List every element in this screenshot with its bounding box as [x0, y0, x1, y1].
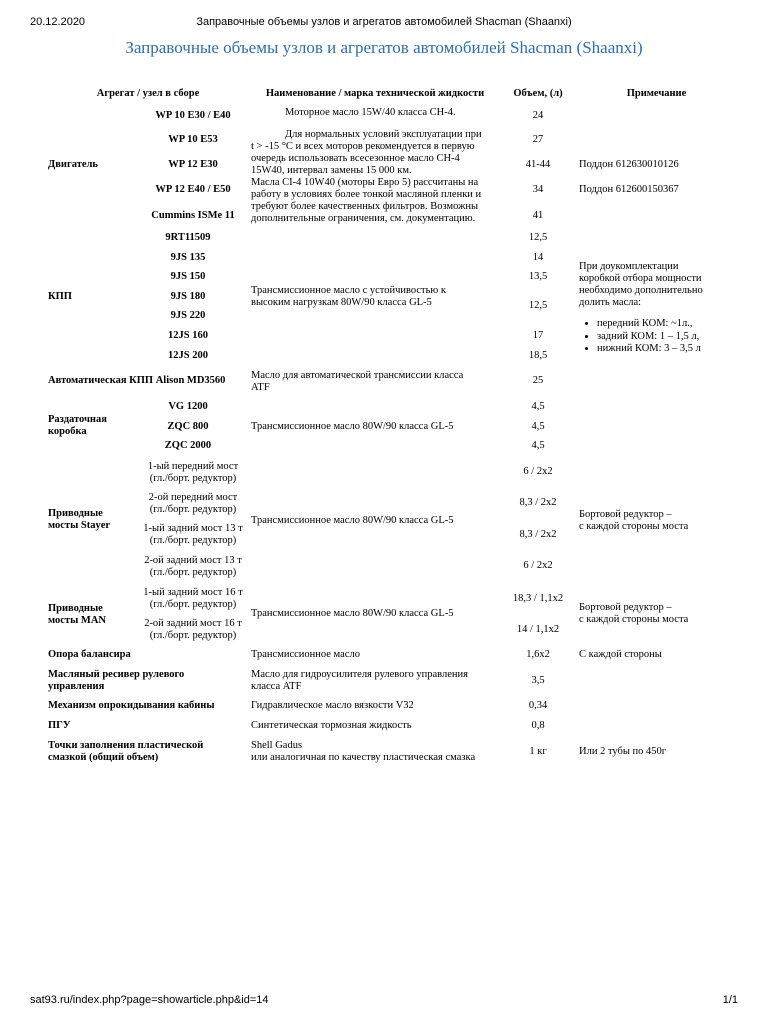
gearbox-model: 9JS 135 — [170, 252, 206, 263]
misc-unit: Опора балансира — [48, 649, 131, 660]
list-item: • задний КОМ: 1 – 1,5 л, — [597, 331, 767, 344]
auto-gearbox-fluid: Масло для автоматической трансмиссии класса — [251, 370, 464, 381]
misc-unit: Точки заполнения пластической — [48, 740, 204, 751]
gearbox-fluid-text: Трансмиссионное масло с устойчивостью к — [251, 285, 446, 296]
engine-model: WP 12 E30 — [168, 159, 218, 170]
misc-note: Или 2 тубы по 450г — [579, 746, 667, 757]
axle-name: (гл./борт. редуктор) — [149, 473, 237, 484]
gearbox-model: 9JS 220 — [170, 310, 206, 321]
gearbox-note: долить масла: — [579, 297, 642, 308]
list-item: • нижний КОМ: 3 – 3,5 л — [597, 343, 767, 356]
gearbox-volume: 13,5 — [528, 271, 548, 282]
auto-gearbox-fluid: ATF — [251, 382, 270, 393]
misc-fluid: Shell Gadus — [251, 740, 303, 751]
print-date: 20.12.2020 — [30, 16, 86, 28]
gearbox-volume: 18,5 — [528, 350, 548, 361]
axle-volume: 8,3 / 2х2 — [519, 497, 557, 508]
man-note: Бортовой редуктор – — [579, 602, 672, 613]
gearbox-note: необходимо дополнительно — [579, 285, 703, 296]
misc-fluid: Трансмиссионное масло — [251, 649, 360, 660]
misc-fluid: Гидравлическое масло вязкости V32 — [251, 700, 414, 711]
footer-page-number: 1/1 — [722, 994, 738, 1006]
engine-group-label: Двигатель — [48, 159, 98, 170]
transfer-volume: 4,5 — [531, 401, 545, 412]
axle-name: 2-ой задний мост 16 т — [144, 618, 242, 629]
axle-name: (гл./борт. редуктор) — [149, 567, 237, 578]
gearbox-model: 9RT11509 — [165, 232, 211, 243]
stayer-group-label: Приводные — [48, 508, 103, 519]
misc-fluid: или аналогичная по качеству пластическая смазка — [251, 752, 476, 763]
misc-unit: смазкой (общий объем) — [48, 752, 159, 763]
engine-fluid-text: требуют более качественных фильтров. Возможны — [251, 201, 479, 212]
engine-note: Поддон 612630010126 — [579, 159, 679, 170]
misc-unit: ПГУ — [48, 720, 71, 731]
gearbox-note: коробкой отбора мощности — [579, 273, 702, 284]
engine-fluid-text: дополнительные ограничения, см. документацию. — [251, 213, 476, 224]
engine-fluid-text: t > -15 °C и всех моторов рекомендуется в первую — [251, 141, 475, 152]
axle-name: 2-ой задний мост 13 т — [144, 555, 242, 566]
axle-name: 1-ый задний мост 13 т — [143, 523, 243, 534]
gearbox-volume: 14 — [532, 252, 544, 263]
stayer-group-label: мосты Stayer — [48, 520, 111, 531]
misc-volume: 0,34 — [528, 700, 548, 711]
print-header-title: Заправочные объемы узлов и агрегатов автомобилей Shacman (Shaanxi) — [196, 16, 572, 28]
misc-fluid: Масло для гидроусилителя рулевого управления — [251, 669, 468, 680]
engine-model: Cummins ISMe 11 — [151, 210, 235, 221]
gearbox-model: 12JS 160 — [168, 330, 208, 341]
gearbox-model: 12JS 200 — [168, 350, 208, 361]
axle-name: 1-ый передний мост — [147, 461, 239, 472]
auto-gearbox-volume: 25 — [532, 375, 544, 386]
col-header-unit: Агрегат / узел в сборе — [96, 88, 200, 99]
axle-name: (гл./борт. редуктор) — [149, 504, 237, 515]
man-fluid: Трансмиссионное масло 80W/90 класса GL-5 — [251, 608, 454, 619]
gearbox-model: 9JS 150 — [170, 271, 206, 282]
misc-volume: 1,6х2 — [526, 649, 550, 660]
transfer-model: VG 1200 — [168, 401, 208, 412]
col-header-note: Примечание — [626, 88, 687, 99]
axle-name: (гл./борт. редуктор) — [149, 599, 237, 610]
stayer-fluid: Трансмиссионное масло 80W/90 класса GL-5 — [251, 515, 454, 526]
gearbox-note: При доукомплектации — [579, 261, 679, 272]
transfer-model: ZQC 2000 — [164, 440, 212, 451]
engine-volume: 34 — [532, 184, 544, 195]
engine-fluid-text: Моторное масло 15W/40 класса CH-4. — [285, 107, 456, 118]
engine-fluid-text: Для нормальных условий эксплуатации при — [285, 129, 482, 140]
axle-name: (гл./борт. редуктор) — [149, 535, 237, 546]
stayer-note: Бортовой редуктор – — [579, 509, 672, 520]
misc-unit: управления — [48, 681, 105, 692]
page-title: Заправочные объемы узлов и агрегатов автомобилей Shacman (Shaanxi) — [125, 38, 643, 57]
engine-model: WP 12 E40 / E50 — [155, 184, 231, 195]
transfer-group-label: Раздаточная — [48, 414, 107, 425]
axle-name: (гл./борт. редуктор) — [149, 630, 237, 641]
transfer-volume: 4,5 — [531, 440, 545, 451]
footer-url: sat93.ru/index.php?page=showarticle.php&id=14 — [30, 994, 269, 1006]
gearbox-volume: 12,5 — [528, 232, 548, 243]
axle-volume: 14 / 1,1х2 — [516, 624, 560, 635]
engine-fluid-text: работу в условиях более тонкой масляной пленки и — [251, 189, 482, 200]
engine-volume: 24 — [532, 110, 544, 121]
axle-volume: 6 / 2х2 — [523, 466, 553, 477]
man-group-label: Приводные — [48, 603, 103, 614]
axle-volume: 8,3 / 2х2 — [519, 529, 557, 540]
transfer-model: ZQC 800 — [167, 421, 209, 432]
axle-name: 2-ой передний мост — [148, 492, 238, 503]
col-header-volume: Объем, (л) — [513, 88, 563, 99]
gearbox-volume: 17 — [532, 330, 544, 341]
man-group-label: мосты MAN — [48, 615, 106, 626]
engine-model: WP 10 E53 — [168, 134, 218, 145]
engine-fluid-text: Масла CI-4 10W40 (моторы Евро 5) рассчитаны на — [251, 177, 479, 188]
axle-volume: 18,3 / 1,1х2 — [512, 593, 564, 604]
list-item: • передний КОМ: ~1л., — [597, 318, 767, 331]
engine-model: WP 10 E30 / E40 — [155, 110, 231, 121]
engine-fluid-text: 15W40, интервал замены 15 000 км. — [251, 165, 412, 176]
misc-volume: 3,5 — [531, 675, 545, 686]
misc-volume: 0,8 — [531, 720, 545, 731]
stayer-note: с каждой стороны моста — [579, 521, 689, 532]
misc-fluid: класса ATF — [251, 681, 302, 692]
axle-name: 1-ый задний мост 16 т — [143, 587, 243, 598]
pto-list — [579, 318, 767, 356]
misc-unit: Масляный ресивер рулевого — [48, 669, 185, 680]
gearbox-group-label: КПП — [48, 291, 72, 302]
auto-gearbox-label: Автоматическая КПП Alison MD3560 — [48, 375, 226, 386]
engine-volume: 41 — [532, 210, 544, 221]
misc-note: С каждой стороны — [579, 649, 662, 660]
gearbox-volume: 12,5 — [528, 300, 548, 311]
col-header-fluid: Наименование / марка технической жидкости — [265, 88, 485, 99]
engine-volume: 27 — [532, 134, 544, 145]
gearbox-model: 9JS 180 — [170, 291, 206, 302]
axle-volume: 6 / 2х2 — [523, 560, 553, 571]
engine-note: Поддон 612600150367 — [579, 184, 679, 195]
transfer-group-label: коробка — [48, 426, 87, 437]
engine-fluid-text: очередь использовать всесезонное масло CH-4 — [251, 153, 460, 164]
misc-unit: Механизм опрокидывания кабины — [48, 700, 215, 711]
engine-volume: 41-44 — [525, 159, 551, 170]
transfer-volume: 4,5 — [531, 421, 545, 432]
gearbox-fluid-text: высоким нагрузкам 80W/90 класса GL-5 — [251, 297, 432, 308]
transfer-fluid: Трансмиссионное масло 80W/90 класса GL-5 — [251, 421, 454, 432]
man-note: с каждой стороны моста — [579, 614, 689, 625]
misc-fluid: Синтетическая тормозная жидкость — [251, 720, 412, 731]
misc-volume: 1 кг — [529, 746, 547, 757]
